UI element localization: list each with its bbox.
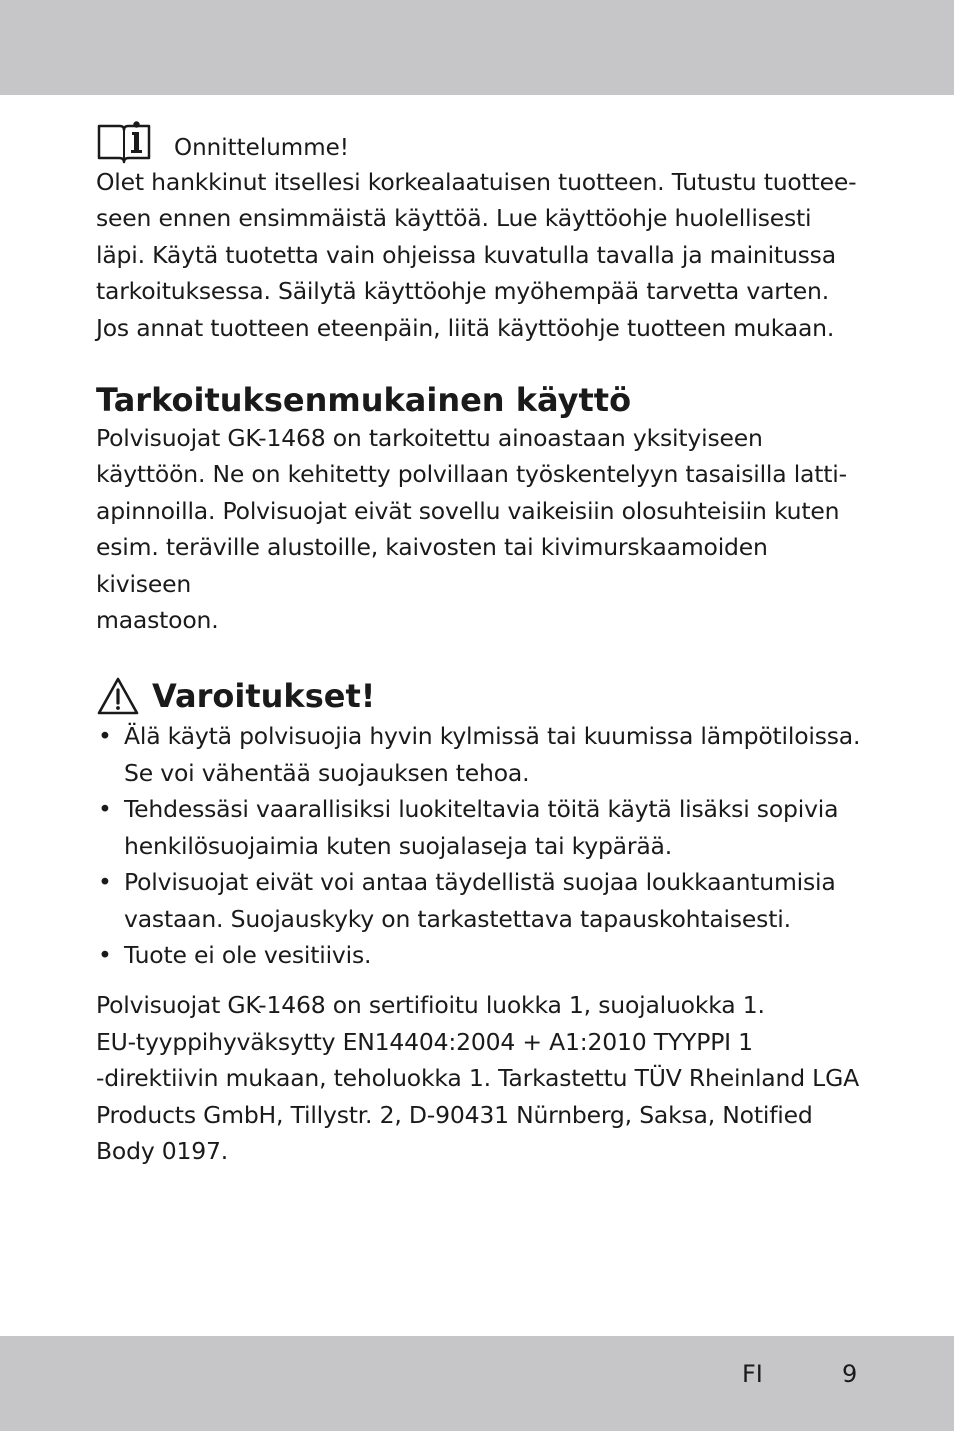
list-item: • Polvisuojat eivät voi antaa täydellistä suojaa loukkaantumisia vastaan. Suojauskyky on tarkastettava tapauskohtaisesti.: [96, 864, 866, 937]
page-content: [96, 112, 866, 1169]
list-item: • Tuote ei ole vesitiivis.: [96, 937, 866, 973]
footer-language: FI: [742, 1360, 763, 1388]
page-number: 9: [842, 1360, 858, 1388]
certification-paragraph: Polvisuojat GK-1468 on sertifioitu luokka 1, suojaluokka 1. EU-tyyppihyväksytty EN14404:2004 + A1:2010 TYYPPI 1 -direktiivin mukaan, teholuokka 1. Tarkastettu TÜV Rheinland LGA Products GmbH, Tillystr. 2, D-90431 Nürnberg, Saksa, Notified Body 0197.: [96, 991, 859, 1165]
list-item: • Älä käytä polvisuojia hyvin kylmissä tai kuumissa lämpötiloissa. Se voi vähentää suojauksen tehoa.: [96, 718, 866, 791]
footer-band: [0, 1336, 954, 1431]
warnings-header: [96, 676, 866, 716]
list-item: • Tehdessäsi vaarallisiksi luokiteltavia töitä käytä lisäksi sopivia henkilösuojaimia kuten suojalaseja tai kypärää.: [96, 791, 866, 864]
intro-title: Onnittelumme!: [174, 135, 349, 161]
intro-paragraph: Olet hankkinut itsellesi korkealaatuisen tuotteen. Tutustu tuottee- seen ennen ensimmäistä käyttöä. Lue käyttöohje huolellisesti läpi. Käytä tuotetta vain ohjeissa kuvatulla tavalla ja mainitussa tarkoituksessa. Säilytä käyttöohje myöhempää tarvetta varten. Jos annat tuotteen eteenpäin, liitä käyttöohje tuotteen mukaan.: [96, 168, 857, 342]
header-band: [0, 0, 954, 95]
warnings-heading: Varoitukset!: [152, 677, 376, 716]
intro-header: [96, 112, 866, 164]
intended-use-paragraph: Polvisuojat GK-1468 on tarkoitettu ainoastaan yksityiseen käyttöön. Ne on kehitetty polvillaan työskentelyyn tasaisilla latti- apinnoilla. Polvisuojat eivät sovellu vaikeisiin olosuhteisiin kuten esim. teräville alustoille, kaivosten tai kivimurskaamoiden kiviseen maastoon.: [96, 424, 847, 635]
intended-use-heading: Tarkoituksenmukainen käyttö: [96, 381, 632, 420]
warnings-list: [96, 718, 866, 973]
warning-triangle-icon: [96, 676, 140, 716]
info-book-icon: [96, 120, 152, 164]
